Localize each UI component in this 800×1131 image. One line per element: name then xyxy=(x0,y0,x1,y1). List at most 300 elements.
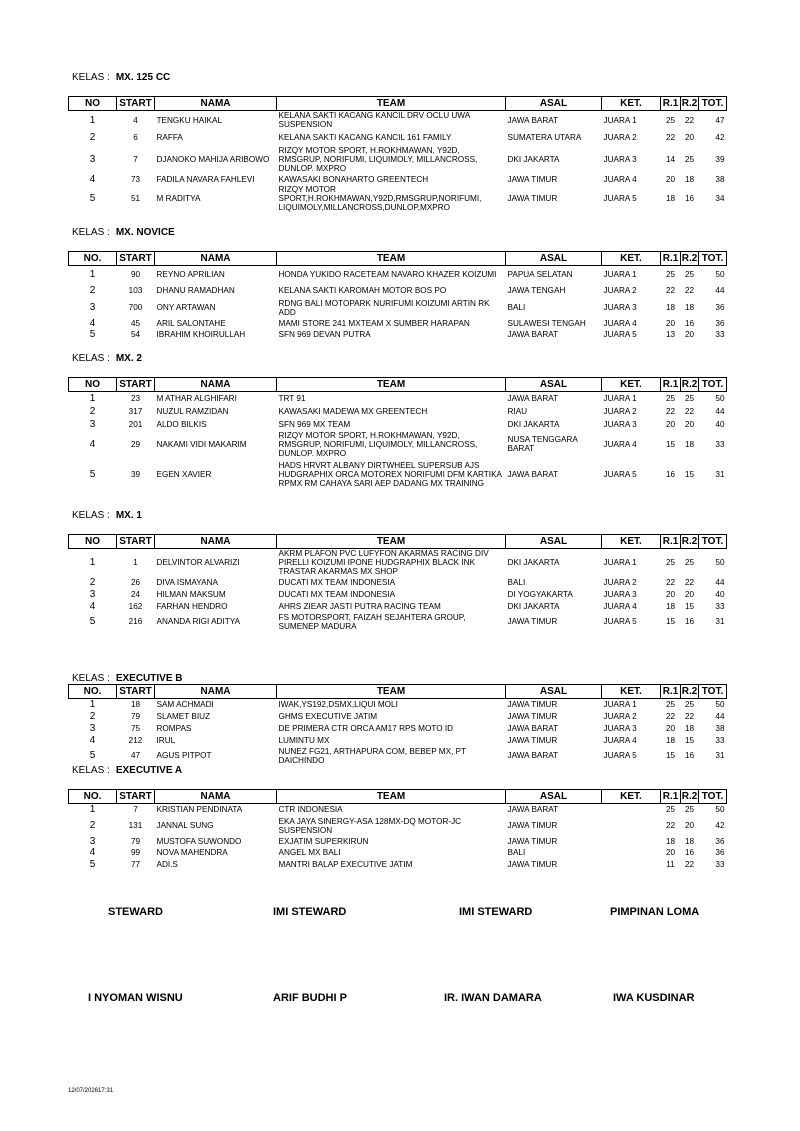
cell-r2: 16 xyxy=(684,319,695,328)
cell-r1: 20 xyxy=(665,174,676,184)
kelas-prefix: KELAS : xyxy=(72,353,110,364)
cell-start: 39 xyxy=(130,470,141,479)
cell-no: 5 xyxy=(89,193,96,204)
header-row xyxy=(69,685,727,699)
cell-nama: NOVA MAHENDRA xyxy=(156,848,228,857)
cell-asal: JAWA BARAT xyxy=(507,470,559,479)
cell-ket: JUARA 4 xyxy=(603,319,637,328)
cell-ket: JUARA 4 xyxy=(603,601,637,611)
col-header-asal: ASAL xyxy=(506,535,602,549)
cell-start: 4 xyxy=(133,115,138,125)
cell-r2: 15 xyxy=(684,736,695,745)
col-header-ket: KET. xyxy=(602,790,661,804)
cell-asal: JAWA BARAT xyxy=(507,115,559,125)
cell-r1: 14 xyxy=(665,155,676,164)
cell-r1: 22 xyxy=(665,577,676,587)
cell-tot: 34 xyxy=(715,194,725,203)
cell-tot: 47 xyxy=(715,115,725,125)
cell-r1: 18 xyxy=(665,303,676,312)
table-row xyxy=(69,146,727,173)
cell-no: 5 xyxy=(89,750,96,761)
table-row xyxy=(69,298,727,318)
cell-r2: 25 xyxy=(684,393,695,403)
cell-start: 45 xyxy=(130,319,141,328)
cell-team: LUMINTU MX xyxy=(278,736,330,745)
cell-nama: NUZUL RAMZIDAN xyxy=(156,406,229,416)
signature-role: STEWARD xyxy=(108,906,163,918)
cell-r1: 15 xyxy=(665,439,676,449)
cell-nama: AGUS PITPOT xyxy=(156,751,212,760)
cell-r2: 22 xyxy=(684,577,695,587)
col-header-tot: TOT. xyxy=(699,685,727,699)
cell-r1: 15 xyxy=(665,617,676,626)
cell-start: 7 xyxy=(133,155,138,164)
cell-team: IWAK,YS192,DSMX,LIQUI MOLI xyxy=(278,700,398,710)
cell-r1: 22 xyxy=(665,406,676,416)
cell-r1: 16 xyxy=(665,470,676,479)
cell-nama: ALDO BILKIS xyxy=(156,419,207,429)
cell-asal: SULAWESI TENGAH xyxy=(507,319,586,328)
cell-team: KELANA SAKTI KACANG KANCIL 161 FAMILY xyxy=(278,133,452,142)
cell-ket: JUARA 4 xyxy=(603,439,637,449)
table-row xyxy=(69,723,727,735)
cell-nama: IRUL xyxy=(156,736,176,745)
cell-tot: 33 xyxy=(715,330,725,339)
cell-r1: 20 xyxy=(665,589,676,599)
table-row xyxy=(69,418,727,431)
cell-r2: 25 xyxy=(684,700,695,710)
cell-nama: MUSTOFA SUWONDO xyxy=(156,836,242,846)
cell-start: 24 xyxy=(130,589,141,599)
cell-team: RIZQY MOTOR SPORT, H.ROKHMAWAN, Y92D, RMSGRUP, NORIFUMI, LIQUIMOLY, MILLANCROSS, DUNLOP. MXPRO xyxy=(278,146,478,173)
cell-nama: ONY ARTAWAN xyxy=(156,303,216,312)
cell-r2: 20 xyxy=(684,589,695,599)
cell-tot: 33 xyxy=(715,860,725,869)
table-row xyxy=(69,405,727,418)
results-table xyxy=(68,96,727,212)
cell-start: 79 xyxy=(130,712,141,721)
cell-ket: JUARA 4 xyxy=(603,736,637,745)
header-row xyxy=(69,790,727,804)
cell-asal: SUMATERA UTARA xyxy=(507,133,582,142)
cell-tot: 31 xyxy=(715,470,725,479)
table-row xyxy=(69,711,727,723)
cell-nama: DHANU RAMADHAN xyxy=(156,286,235,295)
cell-ket: JUARA 3 xyxy=(603,589,637,599)
kelas-heading xyxy=(72,72,170,83)
signature-role: IMI STEWARD xyxy=(459,906,533,918)
cell-tot: 42 xyxy=(715,133,725,142)
cell-r2: 18 xyxy=(684,836,695,846)
cell-r2: 22 xyxy=(684,115,695,125)
cell-tot: 40 xyxy=(715,419,725,429)
cell-asal: JAWA TIMUR xyxy=(507,194,558,203)
results-table xyxy=(68,789,727,871)
table-row xyxy=(69,266,727,284)
cell-no: 3 xyxy=(89,588,96,600)
cell-tot: 38 xyxy=(715,174,725,184)
cell-r1: 18 xyxy=(665,836,676,846)
cell-team: KAWASAKI MADEWA MX GREENTECH xyxy=(278,406,428,416)
cell-ket: JUARA 5 xyxy=(603,617,637,626)
cell-r2: 16 xyxy=(684,617,695,626)
cell-team: FS MOTORSPORT, FAIZAH SEJAHTERA GROUP, SUMENEP MADURA xyxy=(278,612,466,631)
cell-start: 54 xyxy=(130,330,141,339)
cell-tot: 44 xyxy=(715,577,725,587)
cell-r2: 20 xyxy=(684,419,695,429)
cell-r1: 22 xyxy=(665,133,676,142)
col-header-r1: R.1 xyxy=(661,685,681,699)
kelas-heading xyxy=(72,673,183,684)
kelas-prefix: KELAS : xyxy=(72,227,110,238)
cell-r2: 18 xyxy=(684,174,695,184)
cell-nama: DJANOKO MAHIJA ARIBOWO xyxy=(156,155,270,164)
cell-team: AKRM PLAFON PVC LUFYFON AKARMAS RACING DIV PIRELLI KOIZUMI IPONE HUDGRAPHIX BLACK INK TRASTAR AKARMAS MX SHOP xyxy=(278,549,489,576)
cell-nama: ADI.S xyxy=(156,860,178,869)
cell-r2: 18 xyxy=(684,303,695,312)
col-header-asal: ASAL xyxy=(506,790,602,804)
cell-tot: 42 xyxy=(715,821,725,830)
cell-start: 47 xyxy=(130,751,141,760)
col-header-start: START xyxy=(117,535,155,549)
cell-start: 51 xyxy=(130,194,141,203)
col-header-r1: R.1 xyxy=(661,252,681,266)
table-row xyxy=(69,612,727,631)
cell-ket xyxy=(602,836,661,847)
cell-r1: 20 xyxy=(665,724,676,733)
cell-asal: JAWA TIMUR xyxy=(507,712,558,721)
cell-asal: RIAU xyxy=(507,406,528,416)
cell-team: NUNEZ FG21, ARTHAPURA COM, BEBEP MX, PT DAICHINDO xyxy=(278,746,466,765)
cell-no: 2 xyxy=(89,285,96,296)
cell-team: EKA JAYA SINERGY-ASA 128MX-DQ MOTOR-JC SUSPENSION xyxy=(278,816,462,835)
cell-team: DUCATI MX TEAM INDONESIA xyxy=(278,589,396,599)
cell-r2: 25 xyxy=(684,805,695,815)
table-row xyxy=(69,284,727,298)
cell-r1: 15 xyxy=(665,751,676,760)
col-header-r2: R.2 xyxy=(681,252,698,264)
cell-no: 4 xyxy=(89,600,96,612)
col-header-ket: KET. xyxy=(602,685,661,699)
col-header-team: TEAM xyxy=(277,535,506,549)
table-row xyxy=(69,431,727,458)
cell-team: AHRS ZIEAR JASTI PUTRA RACING TEAM xyxy=(278,601,441,611)
cell-start: 201 xyxy=(128,419,143,429)
kelas-heading xyxy=(72,510,142,521)
header-row xyxy=(69,252,727,266)
table-row xyxy=(69,458,727,492)
cell-tot: 50 xyxy=(715,700,725,710)
table-row xyxy=(69,185,727,212)
col-header-no: NO. xyxy=(69,685,117,699)
cell-start: 212 xyxy=(128,736,143,745)
cell-r1: 25 xyxy=(665,115,676,125)
cell-asal: JAWA TIMUR xyxy=(507,736,558,745)
cell-r2: 25 xyxy=(684,270,695,280)
cell-tot: 33 xyxy=(715,439,725,449)
cell-start: 6 xyxy=(133,133,138,142)
results-table xyxy=(68,534,727,631)
cell-no: 2 xyxy=(89,711,96,722)
col-header-tot: TOT. xyxy=(699,252,727,266)
cell-ket xyxy=(602,859,661,871)
cell-start: 99 xyxy=(130,848,141,857)
cell-start: 73 xyxy=(130,174,141,184)
cell-nama: JANNAL SUNG xyxy=(156,821,214,830)
cell-asal: NUSA TENGGARA BARAT xyxy=(507,435,578,453)
cell-tot: 36 xyxy=(715,836,725,846)
col-header-nama: NAMA xyxy=(155,252,277,266)
cell-asal: JAWA TIMUR xyxy=(507,836,558,846)
cell-asal: DKI JAKARTA xyxy=(507,155,560,164)
cell-asal: DKI JAKARTA xyxy=(507,601,560,611)
cell-tot: 50 xyxy=(715,270,725,280)
cell-ket: JUARA 1 xyxy=(603,700,637,710)
col-header-nama: NAMA xyxy=(155,378,277,392)
cell-tot: 33 xyxy=(715,601,725,611)
cell-no: 1 xyxy=(89,114,96,126)
cell-tot: 36 xyxy=(715,848,725,857)
table-row xyxy=(69,318,727,330)
cell-nama: REYNO APRILIAN xyxy=(156,270,225,280)
cell-team: RIZQY MOTOR SPORT,H.ROKHMAWAN,Y92D,RMSGRUP,NORIFUMI, LIQUIMOLY,MILLANCROSS,DUNLOP,MXPRO xyxy=(278,185,482,212)
cell-nama: KRISTIAN PENDINATA xyxy=(156,805,243,815)
kelas-name: MX. 1 xyxy=(115,510,142,521)
col-header-r1: R.1 xyxy=(661,97,681,111)
cell-tot: 31 xyxy=(715,751,725,760)
col-header-nama: NAMA xyxy=(155,97,277,111)
cell-nama: TENGKU HAIKAL xyxy=(156,115,223,125)
cell-ket: JUARA 2 xyxy=(603,712,637,721)
cell-team: KELANA SAKTI KACANG KANCIL DRV OCLU UWA SUSPENSION xyxy=(278,111,470,129)
kelas-name: MX. 2 xyxy=(115,353,142,364)
results-table xyxy=(68,684,727,765)
cell-r1: 25 xyxy=(665,393,676,403)
kelas-heading xyxy=(72,765,182,776)
col-header-team: TEAM xyxy=(277,685,506,699)
cell-ket: JUARA 1 xyxy=(603,393,637,403)
table-row xyxy=(69,392,727,405)
cell-no: 3 xyxy=(89,154,96,165)
cell-team: MAMI STORE 241 MXTEAM X SUMBER HARAPAN xyxy=(278,319,470,328)
signature-role: IMI STEWARD xyxy=(273,906,347,918)
col-header-nama: NAMA xyxy=(155,535,277,549)
cell-start: 79 xyxy=(130,836,141,846)
cell-team: CTR INDONESIA xyxy=(278,805,343,815)
cell-ket: JUARA 2 xyxy=(603,577,637,587)
table-row xyxy=(69,111,727,130)
cell-team: HONDA YUKIDO RACETEAM NAVARO KHAZER KOIZUMI xyxy=(278,270,497,280)
cell-r1: 13 xyxy=(665,330,676,339)
cell-nama: FADILA NAVARA FAHLEVI xyxy=(156,174,255,184)
col-header-nama: NAMA xyxy=(155,685,277,699)
cell-r2: 25 xyxy=(684,155,695,164)
cell-no: 2 xyxy=(89,132,96,143)
cell-no: 1 xyxy=(89,392,96,404)
cell-start: 77 xyxy=(130,860,141,869)
col-header-asal: ASAL xyxy=(506,252,602,266)
cell-ket: JUARA 1 xyxy=(603,115,637,125)
col-header-ket: KET. xyxy=(602,252,661,266)
cell-r1: 20 xyxy=(665,848,676,857)
cell-r1: 18 xyxy=(665,736,676,745)
cell-start: 162 xyxy=(128,601,143,611)
cell-start: 26 xyxy=(130,577,141,587)
cell-no: 3 xyxy=(89,302,96,313)
kelas-name: MX. 125 CC xyxy=(115,72,171,83)
cell-ket: JUARA 1 xyxy=(603,558,637,567)
cell-r1: 25 xyxy=(665,700,676,710)
cell-tot: 40 xyxy=(715,589,725,599)
cell-nama: EGEN XAVIER xyxy=(156,470,212,479)
header-row xyxy=(69,378,727,392)
signature-name: I NYOMAN WISNU xyxy=(88,992,183,1004)
cell-asal: PAPUA SELATAN xyxy=(507,270,573,280)
cell-r2: 22 xyxy=(684,712,695,721)
cell-tot: 31 xyxy=(715,617,725,626)
cell-no: 4 xyxy=(89,847,96,858)
cell-ket xyxy=(602,816,661,836)
cell-tot: 50 xyxy=(715,805,725,815)
cell-asal: JAWA BARAT xyxy=(507,393,559,403)
cell-no: 4 xyxy=(89,318,96,329)
col-header-start: START xyxy=(117,252,155,266)
col-header-no: NO xyxy=(69,378,117,392)
cell-no: 4 xyxy=(89,735,96,746)
cell-tot: 44 xyxy=(715,406,725,416)
kelas-prefix: KELAS : xyxy=(72,673,110,684)
cell-no: 1 xyxy=(89,269,96,281)
cell-start: 18 xyxy=(130,700,141,710)
cell-asal: JAWA TIMUR xyxy=(507,700,558,710)
kelas-prefix: KELAS : xyxy=(72,765,110,776)
cell-ket: JUARA 1 xyxy=(603,270,637,280)
cell-start: 131 xyxy=(128,821,143,830)
cell-ket xyxy=(602,847,661,859)
cell-r2: 16 xyxy=(684,751,695,760)
cell-team: RIZQY MOTOR SPORT, H.ROKHMAWAN, Y92D, RMSGRUP, NORIFUMI, LIQUIMOLY, MILLANCROSS, DUNLOP. MXPRO xyxy=(278,430,478,458)
cell-start: 700 xyxy=(128,303,143,312)
cell-r1: 11 xyxy=(666,860,675,869)
table-row xyxy=(69,576,727,588)
cell-team: DUCATI MX TEAM INDONESIA xyxy=(278,577,396,587)
signature-role: PIMPINAN LOMA xyxy=(610,906,700,918)
cell-team: SFN 969 MX TEAM xyxy=(278,419,351,429)
col-header-asal: ASAL xyxy=(506,685,602,699)
cell-r1: 22 xyxy=(665,286,676,295)
col-header-team: TEAM xyxy=(277,97,506,111)
cell-r2: 22 xyxy=(684,286,695,295)
cell-nama: M RADITYA xyxy=(156,194,201,203)
cell-ket: JUARA 3 xyxy=(603,419,637,429)
cell-no: 2 xyxy=(89,820,96,831)
cell-start: 75 xyxy=(130,724,141,733)
cell-ket: JUARA 4 xyxy=(603,174,637,184)
kelas-heading xyxy=(72,353,142,364)
cell-r2: 20 xyxy=(684,133,695,142)
cell-ket: JUARA 5 xyxy=(603,330,637,339)
cell-nama: ARIL SALONTAHE xyxy=(156,319,226,328)
cell-nama: SAM ACHMADI xyxy=(156,700,214,710)
cell-no: 3 xyxy=(89,835,96,847)
cell-r2: 15 xyxy=(684,470,695,479)
table-row xyxy=(69,549,727,577)
col-header-ket: KET. xyxy=(602,535,661,549)
cell-team: KAWASAKI BONAHARTO GREENTECH xyxy=(278,174,429,184)
cell-tot: 38 xyxy=(715,724,725,733)
cell-asal: JAWA TIMUR xyxy=(507,617,558,626)
cell-nama: RAFFA xyxy=(156,133,183,142)
cell-nama: FARHAN HENDRO xyxy=(156,601,228,611)
signature-name: IWA KUSDINAR xyxy=(613,992,695,1004)
cell-tot: 39 xyxy=(715,155,725,164)
col-header-no: NO. xyxy=(69,252,117,266)
signature-name: ARIF BUDHI P xyxy=(273,992,347,1004)
cell-start: 1 xyxy=(133,558,138,567)
cell-asal: JAWA BARAT xyxy=(507,330,559,339)
table-row xyxy=(69,600,727,612)
cell-asal: BALI xyxy=(507,303,526,312)
cell-r1: 25 xyxy=(665,805,676,815)
cell-asal: DI YOGYAKARTA xyxy=(507,589,573,599)
cell-ket: JUARA 3 xyxy=(603,155,637,164)
table-row xyxy=(69,173,727,185)
cell-tot: 36 xyxy=(715,303,725,312)
cell-start: 103 xyxy=(128,286,143,295)
cell-start: 23 xyxy=(130,393,141,403)
table-row xyxy=(69,588,727,600)
cell-no: 3 xyxy=(89,418,96,430)
cell-r2: 20 xyxy=(684,330,695,339)
cell-asal: JAWA BARAT xyxy=(507,751,559,760)
cell-no: 1 xyxy=(89,804,96,816)
cell-team: HADS HRVRT ALBANY DIRTWHEEL SUPERSUB AJS HUDGRAPHIX ORCA MOTOREX NORIFUMI DFM KARTIKA RPMX RM CAHAYA SARI AEP DADANG MX TRAINING xyxy=(278,461,502,488)
cell-team: EXJATIM SUPERKIRUN xyxy=(278,836,369,846)
header-row xyxy=(69,535,727,549)
table-row xyxy=(69,699,727,711)
col-header-nama: NAMA xyxy=(155,790,277,804)
cell-r1: 20 xyxy=(665,419,676,429)
table-row xyxy=(69,836,727,847)
cell-tot: 44 xyxy=(715,286,725,295)
col-header-no: NO xyxy=(69,535,117,549)
table-row xyxy=(69,735,727,747)
cell-start: 216 xyxy=(128,617,143,626)
col-header-asal: ASAL xyxy=(506,378,602,392)
cell-tot: 33 xyxy=(715,736,725,745)
cell-nama: ANANDA RIGI ADITYA xyxy=(156,617,241,626)
cell-team: RDNG BALI MOTOPARK NURIFUMI KOIZUMI ARTIN RK ADD xyxy=(278,298,490,317)
cell-ket: JUARA 2 xyxy=(603,286,637,295)
table-row xyxy=(69,859,727,871)
cell-ket: JUARA 2 xyxy=(603,133,637,142)
cell-no: 1 xyxy=(89,699,96,711)
cell-asal: JAWA TIMUR xyxy=(507,821,558,830)
cell-nama: DELVINTOR ALVARIZI xyxy=(156,558,240,567)
table-row xyxy=(69,747,727,765)
cell-team: SFN 969 DEVAN PUTRA xyxy=(278,330,371,339)
col-header-r2: R.2 xyxy=(681,97,698,109)
cell-no: 2 xyxy=(89,405,96,417)
cell-r2: 15 xyxy=(684,601,695,611)
cell-ket: JUARA 3 xyxy=(603,724,637,733)
cell-r2: 18 xyxy=(684,724,695,733)
cell-no: 4 xyxy=(89,438,96,450)
cell-start: 90 xyxy=(130,270,141,280)
table-row xyxy=(69,804,727,816)
col-header-tot: TOT. xyxy=(699,535,727,549)
cell-r1: 22 xyxy=(665,821,676,830)
